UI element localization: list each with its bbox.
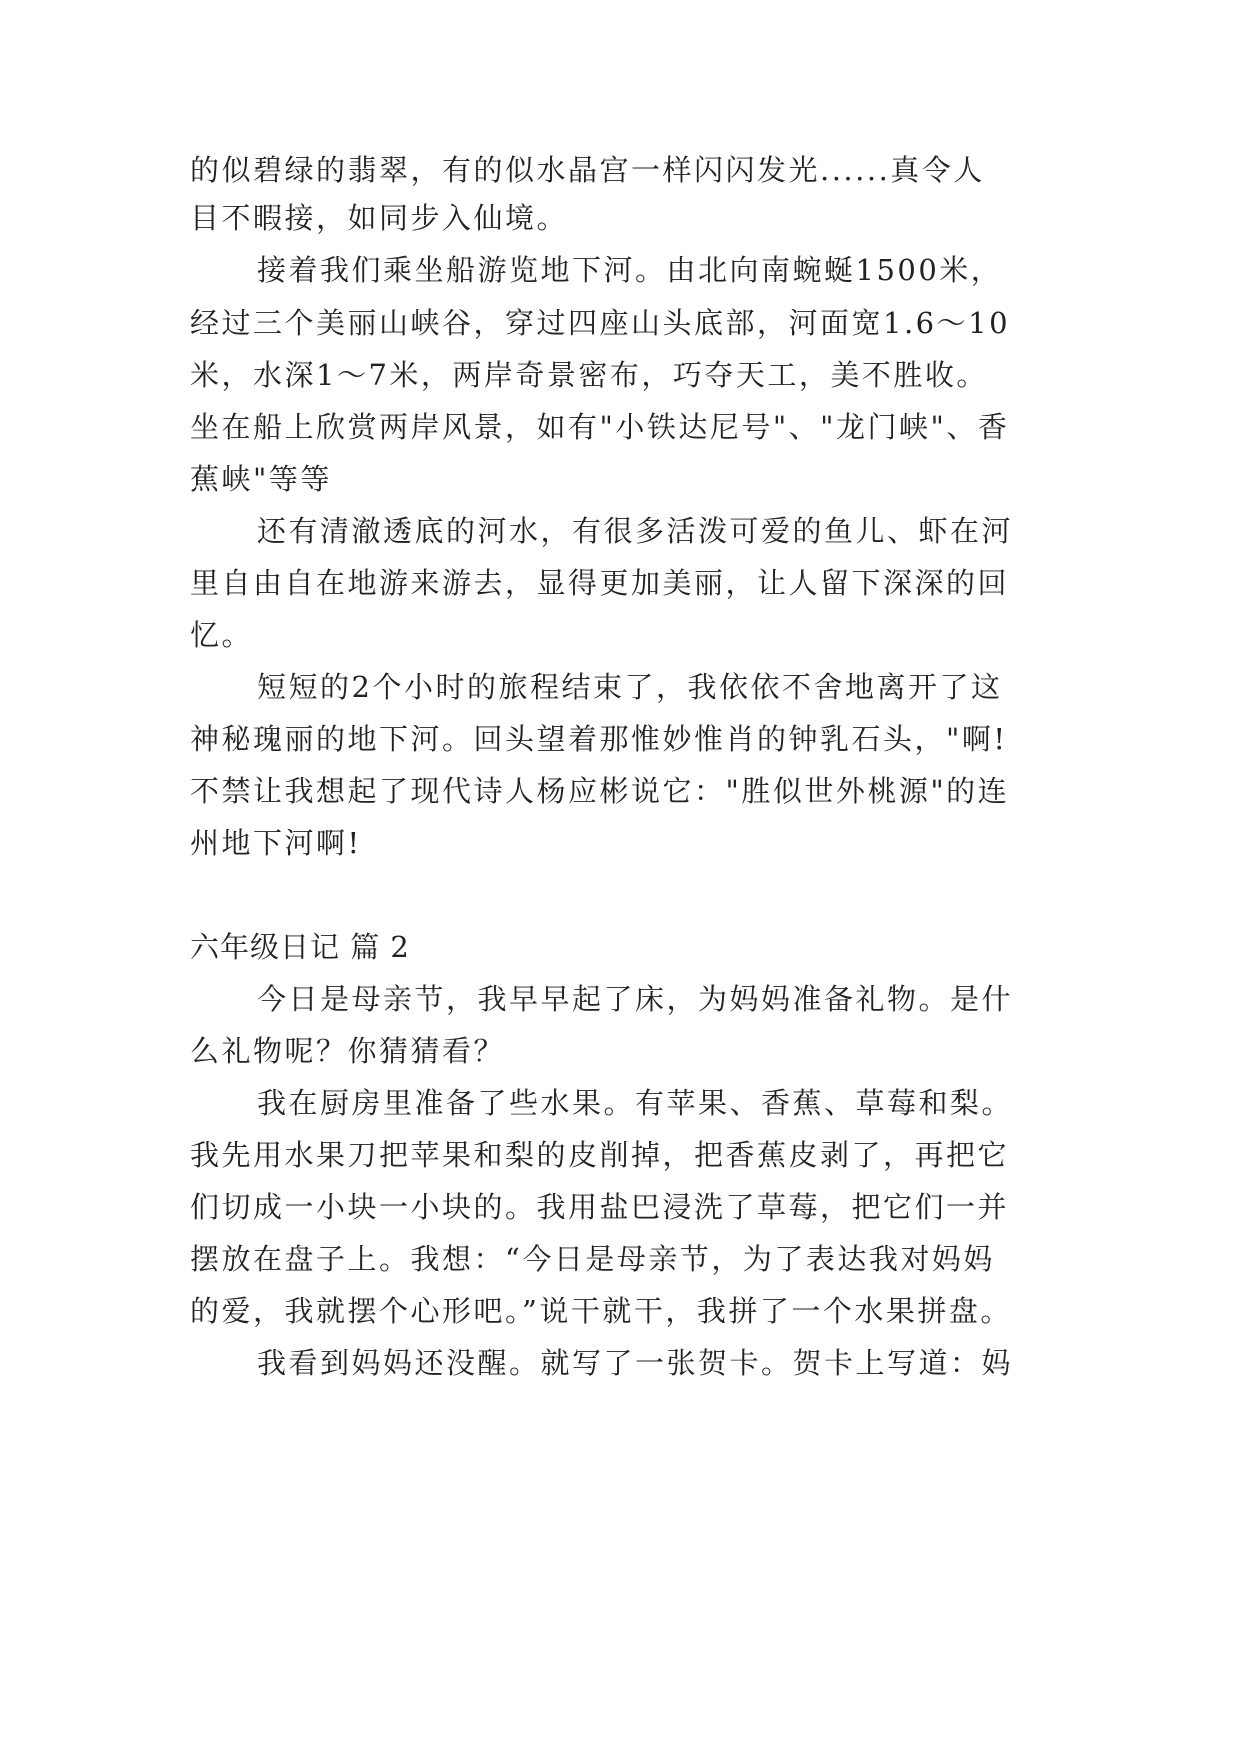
paragraph-start: 短短的2个小时的旅程结束了，我依依不舍地离开了这 xyxy=(257,670,1003,704)
text-line: 我先用水果刀把苹果和梨的皮削掉，把香蕉皮剥了，再把它 xyxy=(190,1138,1010,1172)
text-line: 经过三个美丽山峡谷，穿过四座山头底部，河面宽1.6～10 xyxy=(190,306,1011,340)
text-line: 州地下河啊! xyxy=(190,826,362,860)
text-line: 摆放在盘子上。我想：“今日是母亲节，为了表达我对妈妈 xyxy=(190,1242,995,1276)
text-line: 的爱，我就摆个心形吧。”说干就干，我拼了一个水果拼盘。 xyxy=(190,1294,1012,1328)
text-line: 里自由自在地游来游去，显得更加美丽，让人留下深深的回 xyxy=(190,566,1010,600)
text-line: 的似碧绿的翡翠，有的似水晶宫一样闪闪发光......真令人 xyxy=(190,153,985,187)
text-line: 米，水深1～7米，两岸奇景密布，巧夺天工，美不胜收。 xyxy=(190,358,988,392)
paragraph-start: 今日是母亲节，我早早起了床，为妈妈准备礼物。是什 xyxy=(257,982,1014,1016)
paragraph-start: 接着我们乘坐船游览地下河。由北向南蜿蜒1500米， xyxy=(257,253,1003,287)
text-line: 蕉峡"等等 xyxy=(190,462,332,496)
paragraph-start: 我看到妈妈还没醒。就写了一张贺卡。贺卡上写道：妈 xyxy=(257,1346,1014,1380)
text-line: 们切成一小块一小块的。我用盐巴浸洗了草莓，把它们一并 xyxy=(190,1190,1010,1224)
text-line: 坐在船上欣赏两岸风景，如有"小铁达尼号"、"龙门峡"、香 xyxy=(190,410,1010,444)
text-line: 不禁让我想起了现代诗人杨应彬说它："胜似世外桃源"的连 xyxy=(190,774,1010,808)
text-line: 么礼物呢？你猜猜看？ xyxy=(190,1034,506,1068)
text-line: 神秘瑰丽的地下河。回头望着那惟妙惟肖的钟乳石头，"啊! xyxy=(190,722,1008,756)
text-line: 目不暇接，如同步入仙境。 xyxy=(190,201,569,235)
paragraph-start: 还有清澈透底的河水，有很多活泼可爱的鱼儿、虾在河 xyxy=(257,514,1014,548)
section-heading: 六年级日记 篇 2 xyxy=(190,930,410,964)
text-line: 忆。 xyxy=(190,618,254,652)
paragraph-start: 我在厨房里准备了些水果。有苹果、香蕉、草莓和梨。 xyxy=(257,1086,1014,1120)
